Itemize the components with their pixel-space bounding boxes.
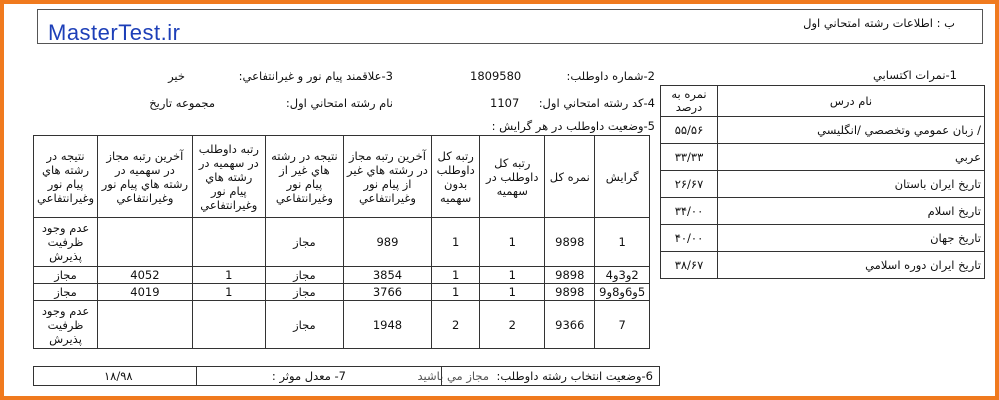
section-5-label: 5-وضعيت داوطلب در هر گرايش :: [491, 119, 655, 133]
selection-status-label: 6-وضعيت انتخاب رشته داوطلب:: [496, 369, 653, 383]
col-header-overall-rank-quota: رتبه كل داوطلب در سهميه: [480, 136, 545, 218]
section-title: ب : اطلاعات رشته امتحاني اول: [803, 16, 955, 30]
col-header-specialization: گرايش: [595, 136, 650, 218]
table-row: ۲۶/۶۷ تاريخ ايران باستان: [661, 171, 985, 198]
exam-name-label: نام رشته امتحاني اول:: [285, 96, 393, 110]
candidate-number-label: 2-شماره داوطلب:: [566, 69, 655, 83]
col-header-result-pnu: نتيجه در رشته هاي پيام نور وغيرانتفاعي: [34, 136, 98, 218]
exam-name-value: مجموعه تاريخ: [149, 96, 215, 110]
exam-code-value: 1107: [490, 96, 520, 110]
table-row: ۳۳/۳۳ عربي: [661, 144, 985, 171]
table-row: ۳۸/۶۷ تاريخ ايران دوره اسلامي: [661, 252, 985, 279]
interest-value: خير: [168, 69, 185, 83]
table-row: ۵۵/۵۶ / زبان عمومي وتخصصي /انگليسي: [661, 117, 985, 144]
table-row: ۴۰/۰۰ تاريخ جهان: [661, 225, 985, 252]
col-header-total-score: نمره كل: [545, 136, 595, 218]
gpa-value: ۱۸/۹۸: [104, 369, 133, 383]
table-row: 7 9366 2 2 1948 مجاز عدم وجود ظرفيت پذيرش: [34, 301, 650, 349]
table-row: ۳۴/۰۰ تاريخ اسلام: [661, 198, 985, 225]
col-header-last-rank-quota-pnu: آخرين رتبه مجاز در سهميه در رشته هاي پيام نور وغيرانتفاعي: [98, 136, 193, 218]
table-row: 5و6و8و9 9898 1 1 3766 مجاز 1 4019 مجاز: [34, 284, 650, 301]
col-header-rank-quota-pnu: رتبه داوطلب در سهميه در رشته هاي پيام نور وغيرانتفاعي: [192, 136, 265, 218]
grades-header-percent: نمره به درصد: [661, 86, 718, 117]
table-row: 1 9898 1 1 989 مجاز عدم وجود ظرفيت پذيرش: [34, 218, 650, 267]
grades-header-subject: نام درس: [718, 86, 985, 117]
table-row: 2و3و4 9898 1 1 3854 مجاز 1 4052 مجاز: [34, 267, 650, 284]
gpa-label: 7- معدل موثر :: [271, 369, 346, 383]
ranking-table: [33, 135, 650, 349]
status-box: [33, 366, 660, 386]
col-header-result-non-pnu: نتيجه در رشته هاي غير از پيام نور وغيرانتفاعي: [265, 136, 343, 218]
candidate-number-value: 1809580: [470, 69, 522, 83]
interest-label: 3-علاقمند پيام نور و غيرانتفاعي:: [238, 69, 393, 83]
selection-status-value: مجاز مي باشيد: [417, 369, 489, 383]
col-header-overall-rank-no-quota: رتبه كل داوطلب بدون سهميه: [431, 136, 479, 218]
col-header-last-rank-non-pnu: آخرين رتبه مجاز در رشته هاي غير از پيام نور وغيرانتفاعي: [343, 136, 431, 218]
grades-table: [660, 85, 985, 279]
section-1-label: 1-نمرات اكتسابي: [872, 68, 957, 82]
exam-code-label: 4-كد رشته امتحاني اول:: [538, 96, 655, 110]
site-logo: MasterTest.ir: [48, 20, 181, 45]
